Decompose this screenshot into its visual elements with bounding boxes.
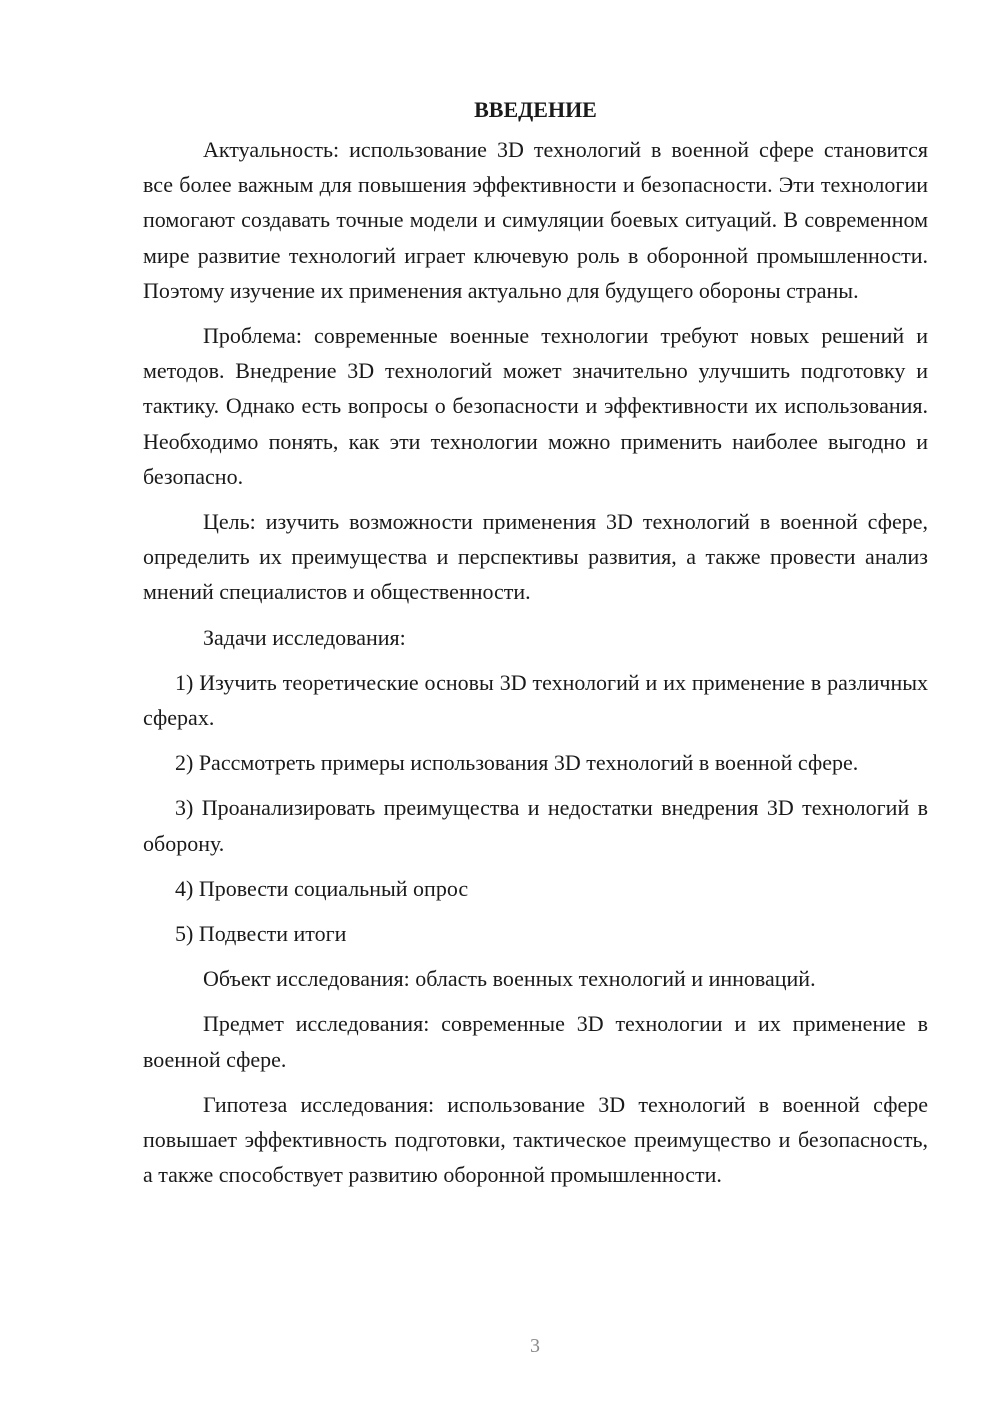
- tasks-label: Задачи исследования:: [203, 624, 406, 650]
- section-title: ВВЕДЕНИЕ: [474, 97, 597, 122]
- paragraph-object: Объект исследования: область военных технологий и инноваций.: [203, 966, 816, 992]
- tasks-list: [143, 665, 928, 951]
- page-number: 3: [530, 1335, 540, 1357]
- paragraph-subject: Предмет исследования: современные 3D технологии и их применение в военной сфере.: [143, 1011, 928, 1072]
- page-content: [143, 92, 928, 1192]
- paragraph-relevance: Актуальность: использование 3D технологий в военной сфере становится все более важным для повышения эффективности и безопасности. Эти технологии помогают создавать точные модели и симуляции боевых ситуаций. В современном мире развитие технологий играет ключевую роль в оборонной промышленности. Поэтому изучение их применения актуально для будущего обороны страны.: [143, 137, 928, 303]
- task-item-1: 1) Изучить теоретические основы 3D технологий и их применение в различных сферах.: [143, 669, 928, 731]
- paragraph-goal: Цель: изучить возможности применения 3D технологий в военной сфере, определить их преимущества и перспективы развития, а также провести анализ мнений специалистов и общественности.: [143, 509, 928, 605]
- task-item-3: 3) Проанализировать преимущества и недостатки внедрения 3D технологий в оборону.: [143, 795, 928, 856]
- task-item-2: 2) Рассмотреть примеры использования 3D технологий в военной сфере.: [175, 750, 859, 776]
- task-item-4: 4) Провести социальный опрос: [175, 875, 469, 901]
- paragraph-problem: Проблема: современные военные технологии требуют новых решений и методов. Внедрение 3D технологий может значительно улучшить подготовку и тактику. Однако есть вопросы о безопасности и эффективности их использования. Необходимо понять, как эти технологии можно применить наиболее выгодно и безопасно.: [143, 323, 928, 489]
- paragraph-hypothesis: Гипотеза исследования: использование 3D технологий в военной сфере повышает эффективность подготовки, тактическое преимущество и безопасность, а также способствует развитию оборонной промышленности.: [143, 1091, 928, 1188]
- task-item-5: 5) Подвести итоги: [175, 921, 347, 947]
